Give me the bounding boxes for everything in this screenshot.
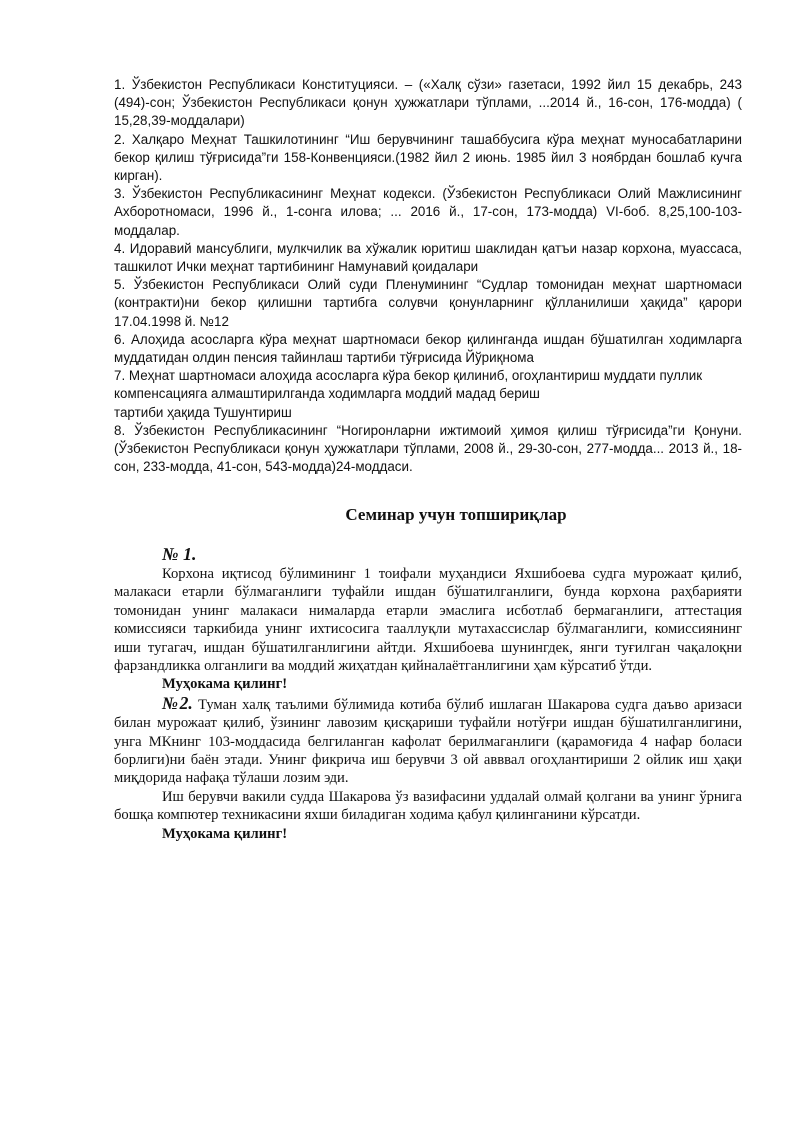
seminar-tasks bbox=[114, 543, 742, 843]
reference-item-8: 8. Ўзбекистон Республикасининг “Ногиронларни ижтимоий ҳимоя қилиш тўғрисида”ги Қонуни.(Ўзбекистон Республикаси қонун ҳужжатлари тўплами, 2008 й., 29-30-сон, 277-модда... 2013 й., 18-сон, 233-модда, 41-сон, 543-модда)24-моддаси. bbox=[114, 422, 742, 475]
task-1-discuss: Муҳокама қилинг! bbox=[162, 676, 288, 693]
task-2-paragraph bbox=[114, 694, 742, 788]
reference-item-3: 3. Ўзбекистон Республикасининг Меҳнат кодекси. (Ўзбекистон Республикаси Олий Мажлисининг Ахборотномаси, 1996 й., 1-сонга илова; ... 2016 й., 17-сон, 173-модда) VI-боб. 8,25,100-103-моддалар. bbox=[114, 186, 742, 238]
reference-list bbox=[114, 76, 742, 476]
reference-item-2: 2. Халқаро Меҳнат Ташкилотининг “Иш берувчининг ташаббусига кўра меҳнат муносабатларини бекор қилиш тўғрисида”ги 158-Конвенцияси.(1982 йил 2 июнь. 1985 йил 3 ноябрдан бошлаб кучга кирган). bbox=[114, 131, 742, 184]
task-2-number: №2. bbox=[162, 692, 193, 713]
task-2-text-continued: Иш берувчи вакили судда Шакарова ўз вазифасини уддалай олмай қолгани ва унинг ўрнига бошқа компютер техникасини яхши биладиган ходима қабул қилинганини кўрсатди. bbox=[114, 788, 742, 824]
task-2-text: Туман халқ таълими бўлимида котиба бўлиб ишлаган Шакарова судга даъво аризаси билан мурожаат қилиб, ўзининг лавозим қисқариши туфайли нотўғри ишдан бўшатилганлигини, унга МКнинг 103-моддасида белгиланган кафолат берилмаганлиги (қарамоғида 4 нафар боласи борлиги)ни баён этади. Унинг фикрича иш берувчи 3 ой авввал огоҳлантириши 2 ойлик иш ҳақи миқдорида нафақа тўлаши лозим эди. bbox=[114, 696, 742, 787]
reference-item-7-continued: тартиби ҳақида Тушунтириш bbox=[114, 404, 292, 420]
reference-item-7: 7. Меҳнат шартномаси алоҳида асосларга кўра бекор қилиниб, огоҳлантириш муддати пуллик компенсацияга алмаштирилганда ходимларга моддий мадад бериш bbox=[114, 368, 703, 402]
reference-item-4: 4. Идоравий мансублиги, мулкчилик ва хўжалик юритиш шаклидан қатъи назар корхона, муассаса, ташкилот Ички меҳнат тартибининг Намунавий қоидалари bbox=[114, 240, 742, 275]
reference-item-1: 1. Ўзбекистон Республикаси Конституцияси. – («Халқ сўзи» газетаси, 1992 йил 15 декабрь, 243 (494)-сон; Ўзбекистон Республикаси қонун ҳужжатлари тўплами, ...2014 й., 16-сон, 176-модда) ( 15,28,39-моддалари) bbox=[114, 77, 742, 129]
section-heading: Семинар учун топшириқлар bbox=[345, 505, 567, 524]
task-1-number: № 1. bbox=[162, 544, 197, 564]
reference-item-6: 6. Алоҳида асосларга кўра меҳнат шартномаси бекор қилинганда ишдан бўшатилган ходимларга муддатидан олдин пенсия тайинлаш тартиби тўғрисида Йўриқнома bbox=[114, 331, 742, 366]
task-1-text: Корхона иқтисод бўлимининг 1 тоифали муҳандиси Яхшибоева судга мурожаат қилиб, малакаси етарли бўлмаганлиги туфайли ишдан бўшатилганлиги, бунда корхона раҳбарияти томонидан унинг малакаси нималарда етарли эмаслига исботлаб бермаганлиги, аттестация комиссияси таркибида унинг ихтисосига тааллуқли мутахассислар бўлмаганлиги, комиссиянинг иши тугагач, ишдан бўшатилганлигини айтди. Яхшибоева шунингдек, янги туғилган чақалоқни фарзандликка олганлиги ва моддий жиҳатдан қийналаётганлигини ҳам кўрсатиб ўтди. bbox=[114, 566, 742, 675]
task-2-discuss: Муҳокама қилинг! bbox=[162, 825, 288, 842]
reference-item-5: 5. Ўзбекистон Республикаси Олий суди Пленумининг “Судлар томонидан меҳнат шартномаси (контракти)ни бекор қилишни тартибга солувчи қонунларнинг қўлланилиши ҳақида” қарори 17.04.1998 й. №12 bbox=[114, 277, 742, 329]
